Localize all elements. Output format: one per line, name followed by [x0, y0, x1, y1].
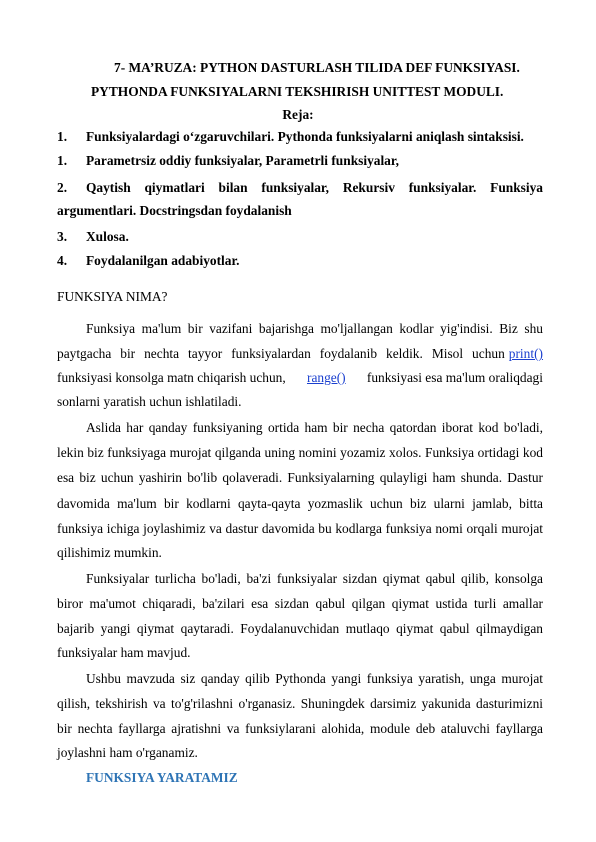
paragraph-line: biror ma'umot chiqaradi, ba'zilari esa sizdan qabul qilgan qiymat ustida turli amallar: [57, 596, 543, 611]
plan-item-number: 1.: [57, 129, 68, 144]
paragraph-line: Aslida har qanday funksiyaning ortida ham bir necha qatordan iborat kod bo'ladi,: [86, 420, 543, 435]
paragraph-line: qilishimiz mumkin.: [57, 545, 162, 560]
paragraph-line: funksiya ichiga joylashimiz va dastur davomida bu kodlarga funksiya nomi orqali murojat: [57, 521, 543, 536]
plan-item-number: 3.: [57, 229, 68, 244]
subsection-heading: FUNKSIYA YARATAMIZ: [86, 770, 238, 785]
plan-item: Funksiyalardagi o‘zgaruvchilari. Pythonda funksiyalarni aniqlash sintaksisi.: [86, 129, 524, 144]
paragraph-line: qilish, tekshirish va to'g'rilashni o'rganasiz. Shuningdek darsimiz yakunida dasturimizni: [57, 696, 543, 711]
plan-item: Xulosa.: [86, 229, 129, 244]
plan-item: Foydalanilgan adabiyotlar.: [86, 253, 240, 268]
paragraph-line: Funksiyalar turlicha bo'ladi, ba'zi funksiyalar sizdan qiymat qabul qilib, konsolga: [86, 571, 543, 586]
plan-item: [86, 180, 543, 196]
paragraph-line: esa biz uchun yashirin bo'lib qolaveradi. Funksiyalarning qulayligi ham shunda. Dastur: [57, 470, 543, 485]
paragraph-line: joylashni ham o'rganamiz.: [57, 745, 198, 760]
section-heading: FUNKSIYA NIMA?: [57, 289, 168, 304]
plan-item-text: Qaytish qiymatlari bilan funksiyalar, Rekursiv funksiyalar. Funksiya: [86, 180, 543, 195]
paragraph-line: funksiyalar ham mavjud.: [57, 645, 191, 660]
lecture-title-line2: PYTHONDA FUNKSIYALARNI TEKSHIRISH UNITTEST MODULI.: [91, 84, 504, 99]
lecture-title-line1: 7- MA’RUZA: PYTHON DASTURLASH TILIDA DEF FUNKSIYASI.: [114, 60, 520, 75]
paragraph-line: bajarib yangi qiymat qaytaradi. Foydalanuvchidan mutlaqo qiymat qabul qilmaydigan: [57, 621, 543, 636]
paragraph-text: funksiyasi konsolga matn chiqarish uchun,: [57, 370, 286, 385]
paragraph-line: Funksiya ma'lum bir vazifani bajarishga mo'ljallangan kodlar yig'indisi. Biz shu: [86, 321, 543, 336]
paragraph-line: Ushbu mavzuda siz qanday qilib Pythonda yangi funksiya yaratish, unga murojat: [86, 671, 543, 686]
paragraph-text: funksiyasi esa ma'lum oraliqdagi: [366, 370, 543, 385]
plan-item-number: 1.: [57, 153, 68, 168]
paragraph-text: paytgacha bir nechta tayyor funksiyalardan foydalanib keldik. Misol uchun: [57, 346, 505, 361]
plan-label: Reja:: [282, 107, 314, 122]
paragraph-line: bir nechta fayllarga ajratishni va funksiylarani alohida, module deb ataluvchi fayllarga: [57, 721, 543, 736]
paragraph-line: [57, 370, 543, 386]
paragraph-line: [57, 346, 543, 362]
range-link[interactable]: range(): [306, 370, 346, 385]
paragraph-line: sonlarni yaratish uchun ishlatiladi.: [57, 394, 242, 409]
print-link[interactable]: print(): [508, 346, 543, 361]
plan-item: Parametrsiz oddiy funksiyalar, Parametrli funksiyalar,: [86, 153, 399, 168]
plan-item-continuation: argumentlari. Docstringsdan foydalanish: [57, 203, 292, 218]
plan-item-number: 2.: [57, 180, 68, 195]
paragraph-line: davomida ma'lum bir kodlarni qayta-qayta yozmaslik uchun biz ularni jamlab, bitta: [57, 496, 543, 511]
paragraph-line: lekin biz funksiyaga murojat qilganda uning nomini yozamiz xolos. Funksiya ortidagi kod: [57, 445, 543, 460]
plan-item-number: 4.: [57, 253, 68, 268]
